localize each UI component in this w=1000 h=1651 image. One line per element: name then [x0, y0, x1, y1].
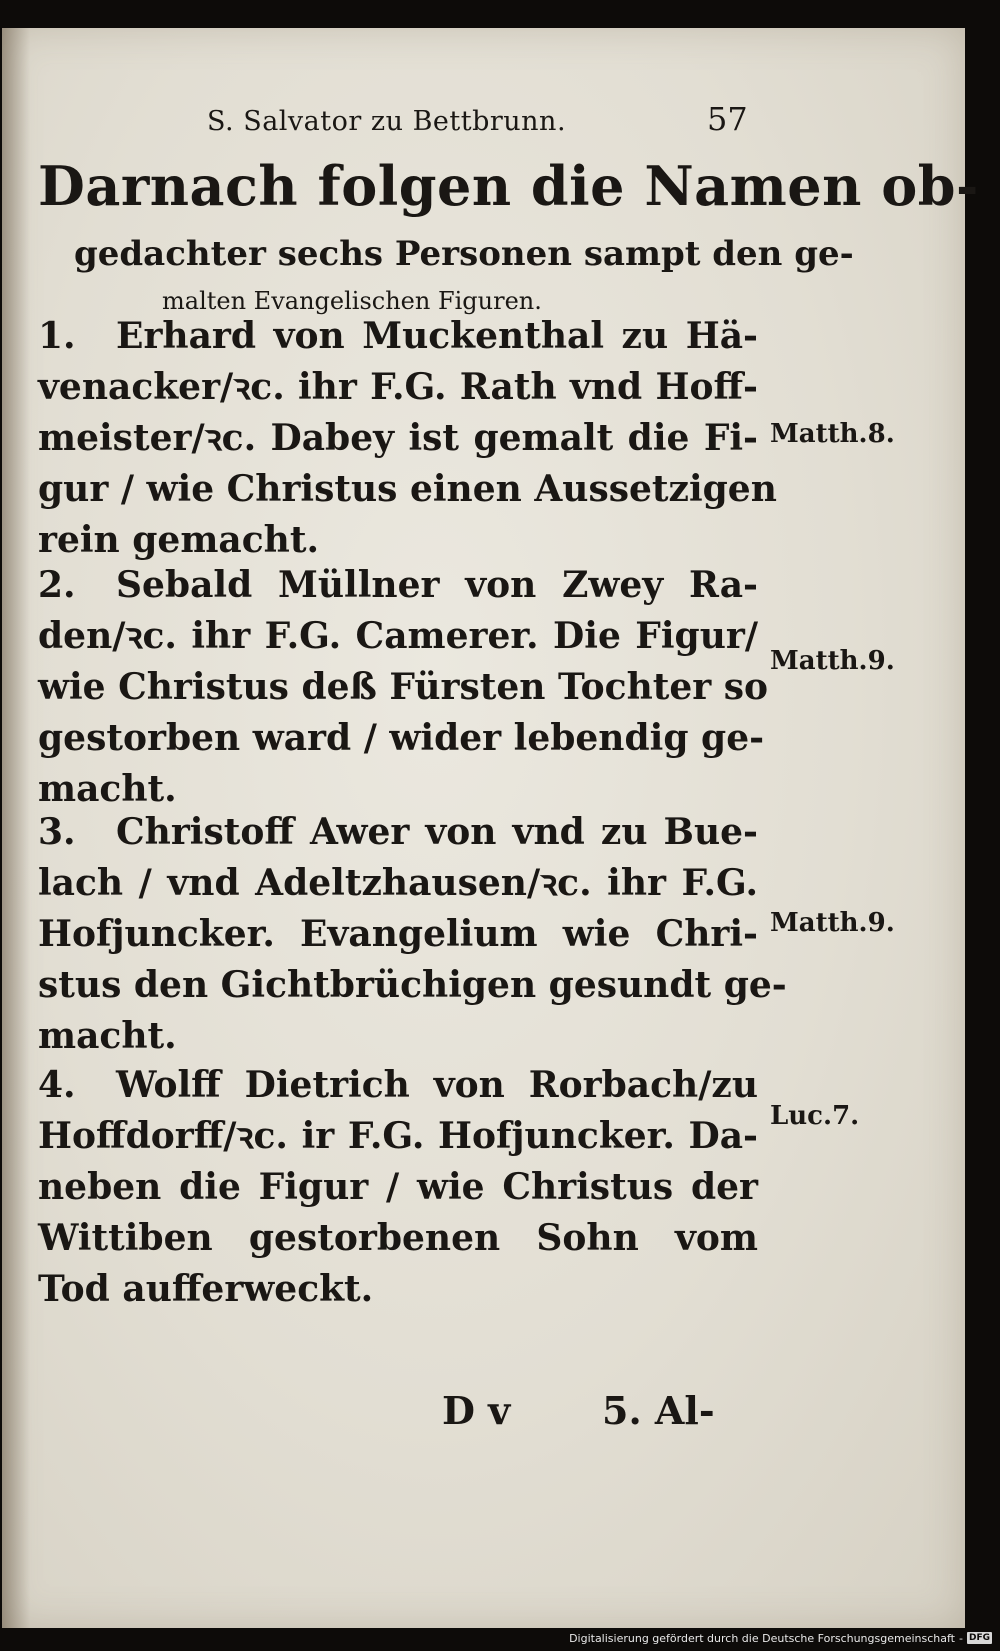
- signature-mark: D v: [442, 1388, 511, 1433]
- entry-4: [38, 1060, 758, 1315]
- gutter-shadow: [2, 28, 30, 1628]
- entry-1: [38, 311, 777, 566]
- section-title-line-1: Darnach folgen die Namen ob‑: [38, 154, 979, 218]
- book-page: [2, 28, 979, 1628]
- entry-line: venacker/ꝛc. ihr F.G. Rath vnd Hoff‑: [38, 366, 758, 408]
- entry-line: 3. Christoff Awer von vnd zu Bue‑: [38, 807, 758, 858]
- page-number: 57: [707, 100, 748, 138]
- entry-3: [38, 807, 787, 1062]
- entry-line: wie Christus deß Fürsten Tochter so: [38, 666, 769, 708]
- entry-number: 2.: [38, 564, 76, 606]
- entry-line: 4. Wolff Dietrich von Rorbach/zu: [38, 1060, 758, 1111]
- entry-line: den/ꝛc. ihr F.G. Camerer. Die Figur/: [38, 615, 758, 657]
- catchword: 5. Al‑: [602, 1388, 715, 1433]
- entry-line: lach / vnd Adeltzhausen/ꝛc. ihr F.G.: [38, 862, 758, 904]
- entry-line: gestorben ward / wider lebendig ge‑: [38, 717, 765, 759]
- catchword-line: [442, 1388, 715, 1433]
- credit-separator: -: [959, 1631, 963, 1645]
- entry-line: gur / wie Christus einen Aussetzigen: [38, 468, 777, 510]
- entry-line: Hofjuncker. Evangelium wie Chri‑: [38, 913, 758, 955]
- entry-line: meister/ꝛc. Dabey ist gemalt die Fi‑: [38, 417, 758, 459]
- entry-line: rein gemacht.: [38, 519, 320, 561]
- entry-number: 3.: [38, 811, 76, 853]
- margin-note-2: Matth.9.: [770, 646, 895, 676]
- entry-line: Tod aufferweckt.: [38, 1268, 374, 1310]
- section-title-line-3: malten Evangelischen Figuren.: [162, 287, 542, 315]
- entry-line: 1. Erhard von Muckenthal zu Hä‑: [38, 311, 758, 362]
- entry-line: stus den Gichtbrüchigen gesundt ge‑: [38, 964, 787, 1006]
- entry-line: 2. Sebald Müllner von Zwey Ra‑: [38, 560, 758, 611]
- entry-line: macht.: [38, 768, 177, 810]
- entry-line: neben die Figur / wie Christus der: [38, 1166, 758, 1208]
- margin-note-1: Matth.8.: [770, 419, 895, 449]
- section-title-line-2: gedachter sechs Personen sampt den ge‑: [74, 234, 854, 274]
- dfg-logo: DFG: [968, 1633, 990, 1643]
- margin-note-4: Luc.7.: [770, 1101, 860, 1131]
- entry-line: Hoffdorff/ꝛc. ir F.G. Hofjuncker. Da‑: [38, 1115, 758, 1157]
- running-head: S. Salvator zu Bettbrunn.: [207, 106, 567, 137]
- entry-number: 4.: [38, 1064, 76, 1106]
- entry-line: macht.: [38, 1015, 177, 1057]
- entry-number: 1.: [38, 315, 76, 357]
- entry-2: [38, 560, 769, 815]
- credit-text: Digitalisierung gefördert durch die Deutsche Forschungsgemeinschaft: [569, 1631, 955, 1645]
- margin-note-3: Matth.9.: [770, 908, 895, 938]
- digitization-credit: [569, 1629, 992, 1647]
- entry-line: Wittiben gestorbenen Sohn vom: [38, 1217, 758, 1259]
